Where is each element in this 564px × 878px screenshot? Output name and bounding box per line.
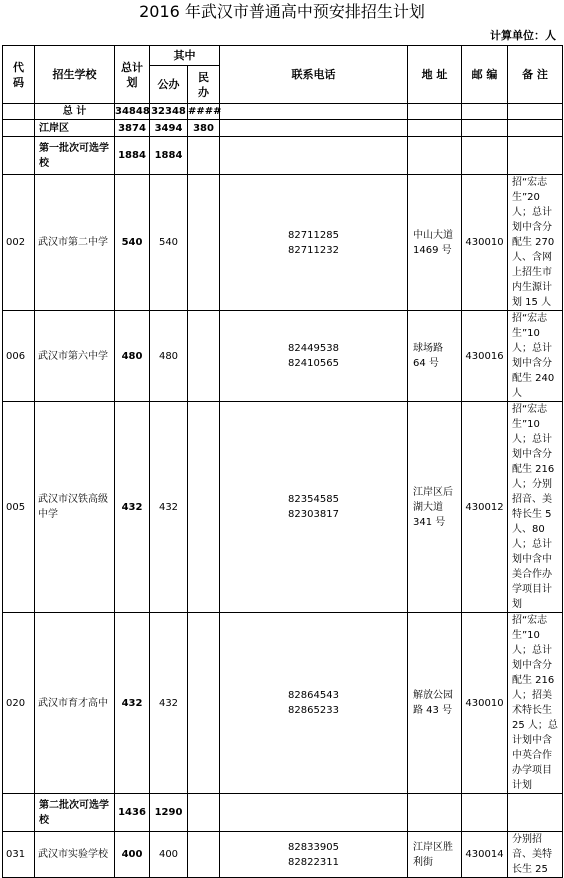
header-phone: 联系电话 [220, 46, 408, 104]
district-row [3, 120, 563, 137]
school-public: 432 [150, 402, 188, 613]
table-row [3, 311, 563, 402]
school-address: 解放公园路 43 号 [408, 613, 462, 794]
school-address: 江岸区后湖大道 341 号 [408, 402, 462, 613]
header-private: 民办 [188, 66, 220, 104]
school-remarks: 招“宏志生”10 人；总计划中含分配生 216 人；分别招音、美特长生 5 人、80 人；总计划中含中美合作办学项目计划 [508, 402, 563, 613]
phone-number: 82303817 [288, 509, 339, 520]
school-remarks: 招“宏志生”10 人；总计划中含分配生 240 人 [508, 311, 563, 402]
school-code: 002 [3, 175, 35, 311]
phone-number: 82822311 [288, 856, 339, 868]
school-code: 006 [3, 311, 35, 402]
summary-row [3, 104, 563, 120]
header-address: 地 址 [408, 46, 462, 104]
header-public: 公办 [150, 66, 188, 104]
school-phones [220, 613, 408, 794]
school-total: 540 [115, 175, 150, 311]
batch1-total: 1884 [115, 137, 150, 175]
batch1-public: 1884 [150, 137, 188, 175]
table-row [3, 402, 563, 613]
batch2-row [3, 794, 563, 832]
school-remarks: 招“宏志生”20 人；总计划中含分配生 270 人、含网上招生市内生源计划 15 人 [508, 175, 563, 311]
school-name: 武汉市汉铁高级中学 [35, 402, 115, 613]
district-total: 3874 [115, 120, 150, 137]
summary-public: 32348 [150, 104, 188, 120]
school-postcode: 430010 [462, 613, 508, 794]
school-total: 400 [115, 832, 150, 878]
school-phones [220, 832, 408, 878]
district-public: 3494 [150, 120, 188, 137]
school-total: 432 [115, 402, 150, 613]
school-address: 江岸区胜利街 [408, 832, 462, 878]
unit-label: 计算单位：人 [490, 29, 556, 42]
school-postcode: 430014 [462, 832, 508, 878]
school-public: 540 [150, 175, 188, 311]
phone-number: 82711285 [288, 229, 339, 241]
school-phones [220, 175, 408, 311]
batch1-label: 第一批次可选学校 [35, 137, 115, 175]
school-public: 480 [150, 311, 188, 402]
table-row [3, 832, 563, 878]
header-remarks: 备 注 [508, 46, 563, 104]
school-postcode: 430012 [462, 402, 508, 613]
school-phones [220, 311, 408, 402]
school-remarks: 分别招音、美特长生 25 [508, 832, 563, 878]
table-row [3, 175, 563, 311]
summary-label: 总 计 [35, 104, 115, 120]
table-row [3, 613, 563, 794]
phone-number: 82865233 [288, 705, 339, 716]
school-address: 球场路 64 号 [408, 311, 462, 402]
school-code: 031 [3, 832, 35, 878]
phone-number: 82410565 [288, 358, 339, 369]
summary-total: 34848 [115, 104, 150, 120]
header-of-which: 其中 [150, 46, 220, 66]
school-public: 432 [150, 613, 188, 794]
header-school: 招生学校 [35, 46, 115, 104]
header-postcode: 邮 编 [462, 46, 508, 104]
school-total: 432 [115, 613, 150, 794]
phone-number: 82711232 [288, 244, 339, 256]
batch2-total: 1436 [115, 794, 150, 832]
summary-private: #### [188, 104, 220, 120]
page-title: 2016 年武汉市普通高中预安排招生计划 [139, 2, 425, 21]
school-public: 400 [150, 832, 188, 878]
header-code: 代码 [3, 46, 35, 104]
school-phones [220, 402, 408, 613]
batch2-label: 第二批次可选学校 [35, 794, 115, 832]
batch2-public: 1290 [150, 794, 188, 832]
phone-number: 82833905 [288, 841, 339, 853]
school-name: 武汉市第六中学 [35, 311, 115, 402]
school-name: 武汉市育才高中 [35, 613, 115, 794]
phone-number: 82449538 [288, 343, 339, 354]
header-total: 总计划 [115, 46, 150, 104]
school-name: 武汉市实验学校 [35, 832, 115, 878]
school-total: 480 [115, 311, 150, 402]
phone-number: 82864543 [288, 690, 339, 701]
district-private: 380 [188, 120, 220, 137]
enrollment-table [2, 45, 563, 878]
phone-number: 82354585 [288, 494, 339, 505]
school-postcode: 430010 [462, 175, 508, 311]
batch1-row [3, 137, 563, 175]
school-code: 005 [3, 402, 35, 613]
school-code: 020 [3, 613, 35, 794]
district-label: 江岸区 [35, 120, 115, 137]
school-address: 中山大道 1469 号 [408, 175, 462, 311]
school-remarks: 招“宏志生”10 人；总计划中含分配生 216 人；招美术特长生 25 人；总计划中含中英合作办学项目计划 [508, 613, 563, 794]
school-postcode: 430016 [462, 311, 508, 402]
school-name: 武汉市第二中学 [35, 175, 115, 311]
